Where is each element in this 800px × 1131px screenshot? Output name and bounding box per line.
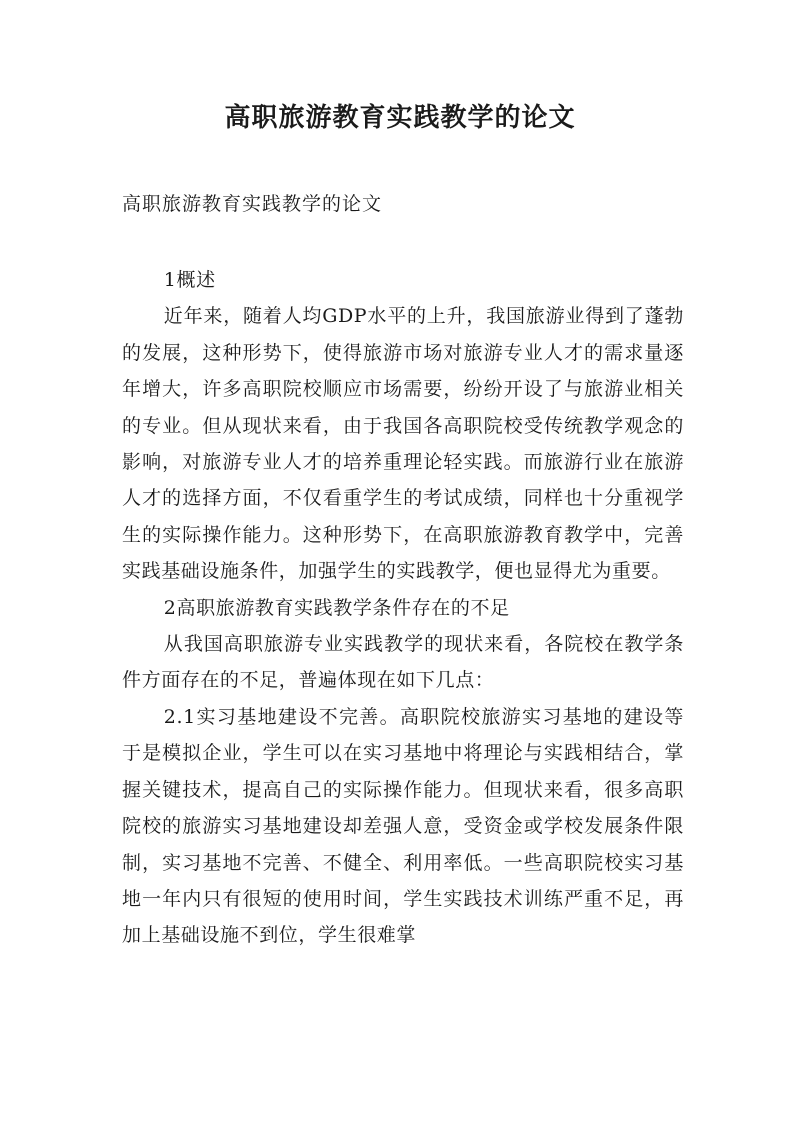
section-heading-overview: 1概述 <box>163 269 216 291</box>
paragraph-training-base: 2.1实习基地建设不完善。高职院校旅游实习基地的建设等于是模拟企业，学生可以在实习基地中将理论与实践相结合，掌握关键技术，提高自己的实际操作能力。但现状来看，很多高职院校的旅游实习基地建设却差强人意，受资金或学校发展条件限制，实习基地不完善、不健全、利用率低。一些高职院校实习基地一年内只有很短的使用时间，学生实践技术训练严重不足，再加上基础设施不到位，学生很难掌 <box>122 705 684 947</box>
document-body <box>122 262 684 954</box>
paragraph-overview: 近年来，随着人均GDP水平的上升，我国旅游业得到了蓬勃的发展，这种形势下，使得旅游市场对旅游专业人才的需求量逐年增大，许多高职院校顺应市场需要，纷纷开设了与旅游业相关的专业。但从现状来看，由于我国各高职院校受传统教学观念的影响，对旅游专业人才的培养重理论轻实践。而旅游行业在旅游人才的选择方面，不仅看重学生的考试成绩，同样也十分重视学生的实际操作能力。这种形势下，在高职旅游教育教学中，完善实践基础设施条件，加强学生的实践教学，便也显得尤为重要。 <box>122 305 684 583</box>
document-title: 高职旅游教育实践教学的论文 <box>224 103 576 133</box>
paragraph-shortcomings-intro: 从我国高职旅游专业实践教学的现状来看，各院校在教学条件方面存在的不足，普遍体现在如下几点： <box>122 633 684 692</box>
section-heading-shortcomings: 2高职旅游教育实践教学条件存在的不足 <box>163 596 510 619</box>
document-subtitle: 高职旅游教育实践教学的论文 <box>122 193 383 215</box>
